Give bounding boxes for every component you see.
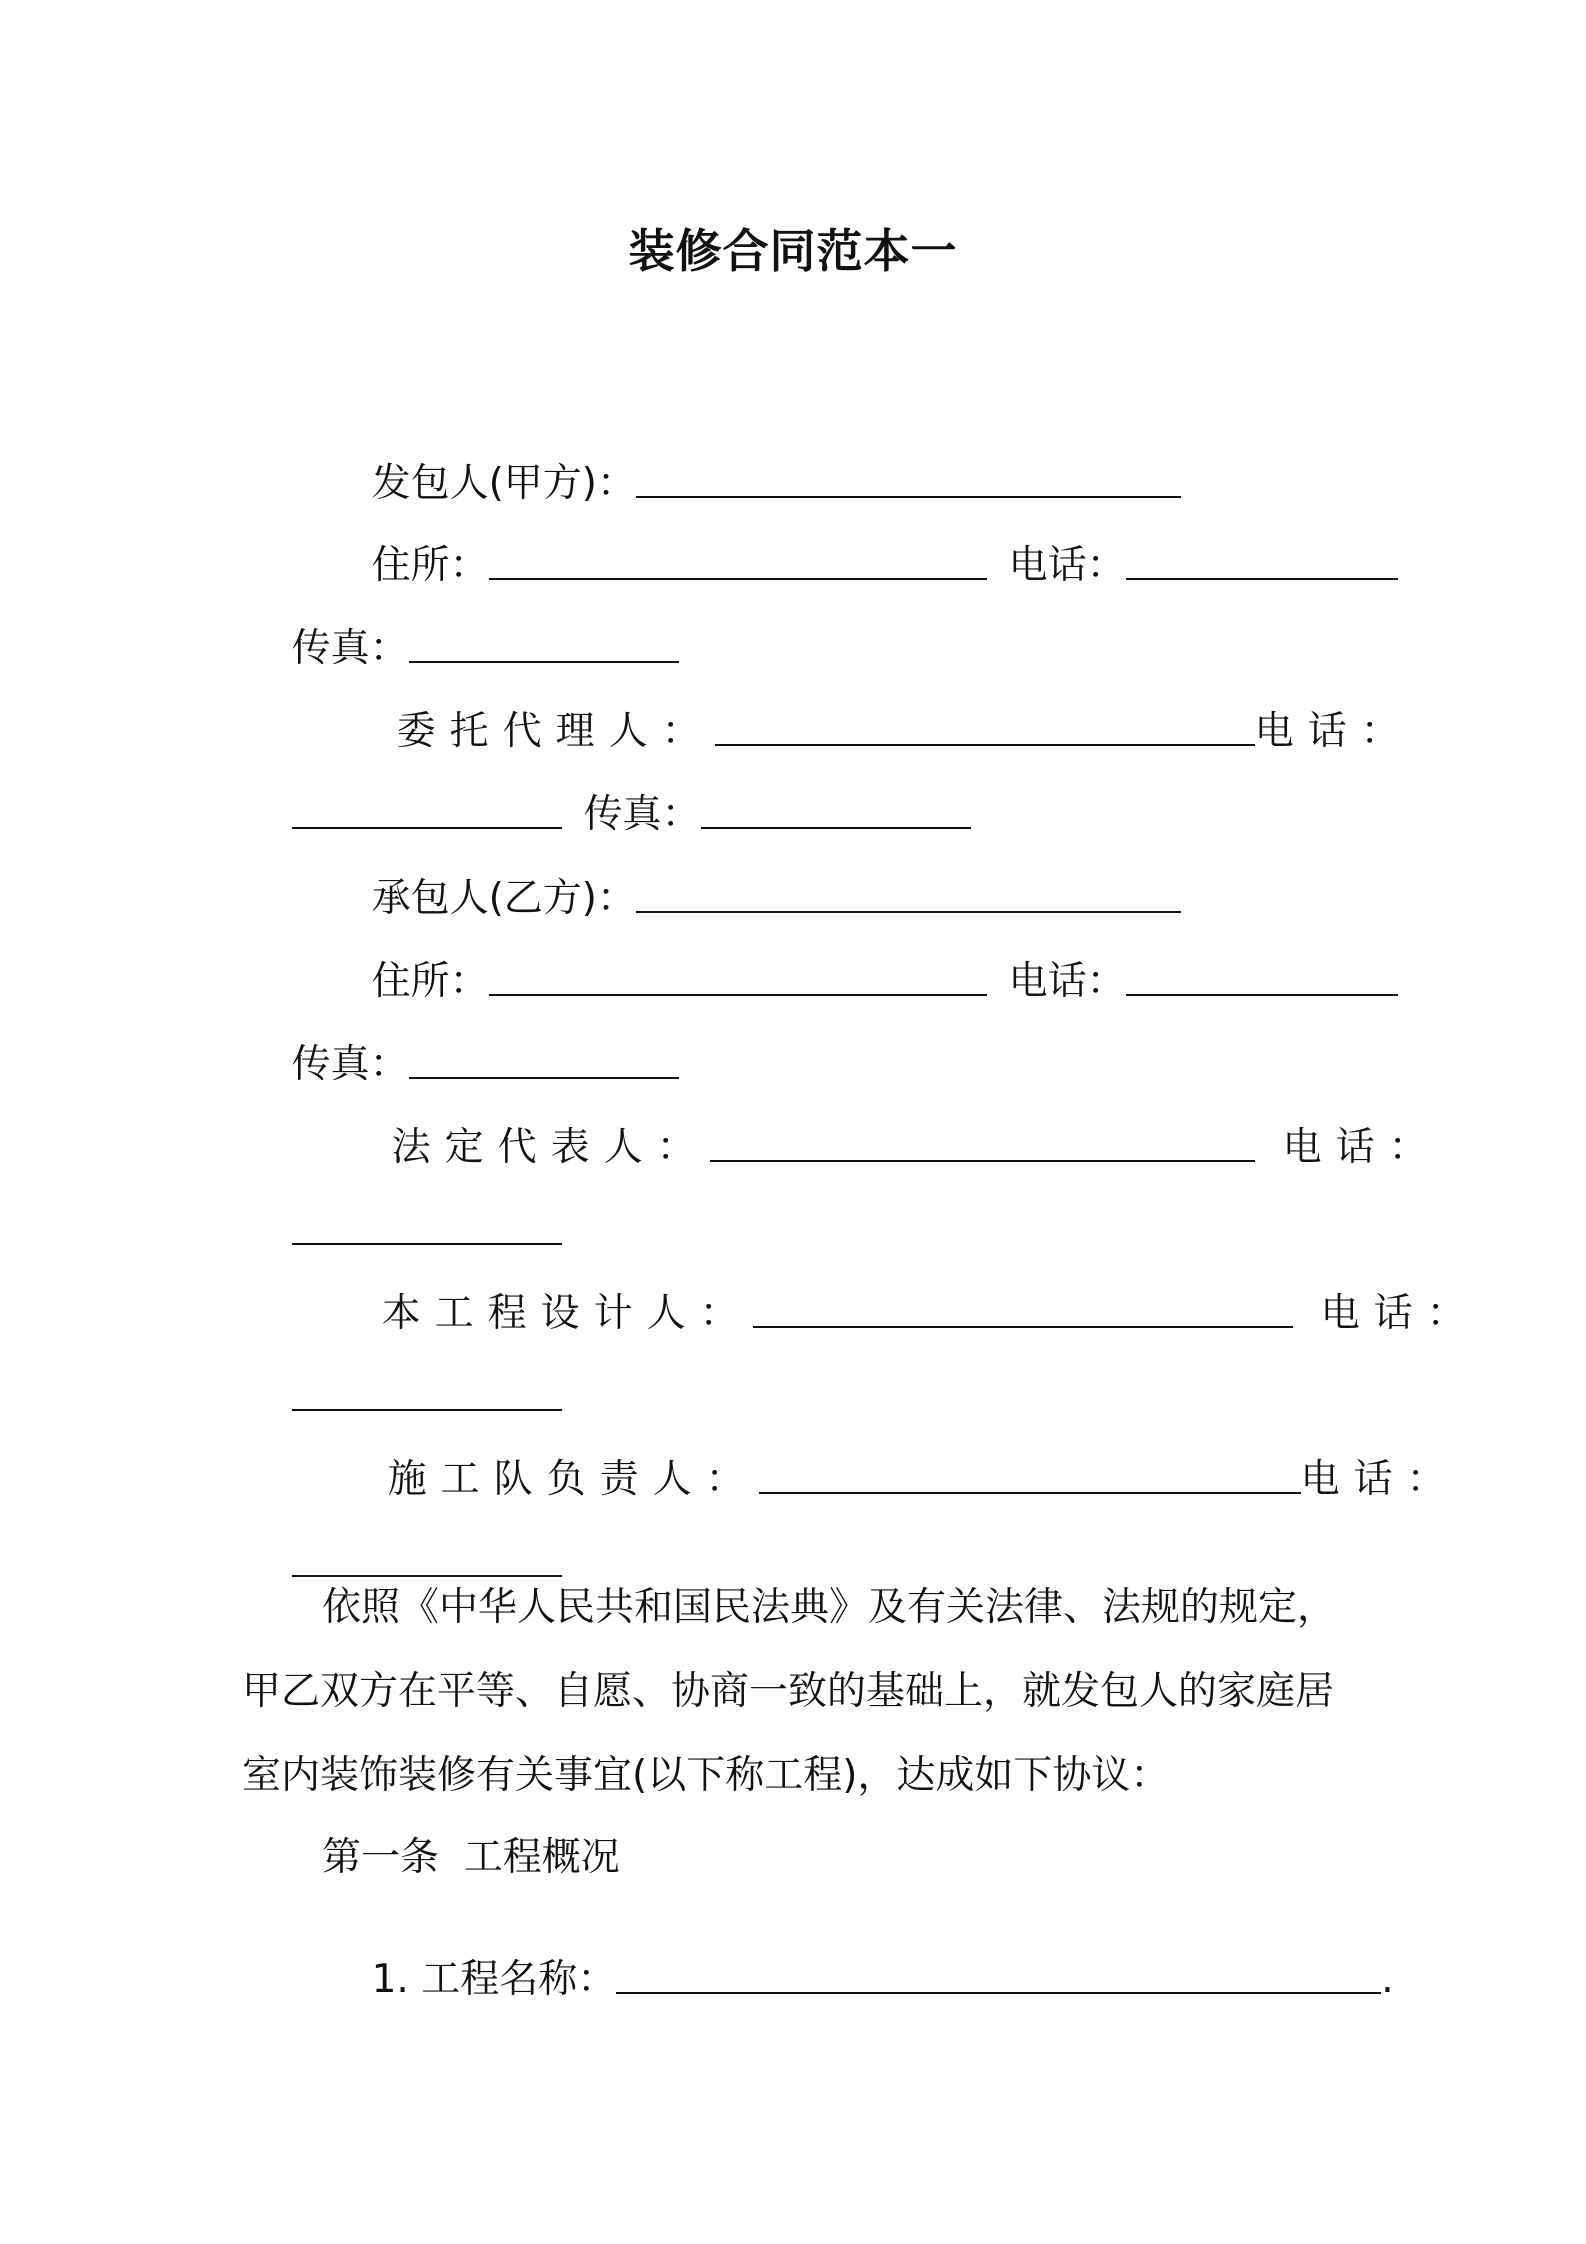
party-b-legal-rep-phone-blank[interactable] bbox=[292, 1242, 562, 1245]
party-a-address-blank[interactable] bbox=[489, 577, 987, 580]
project-name-blank[interactable] bbox=[616, 1991, 1381, 1994]
project-name-end: . bbox=[1381, 1957, 1394, 2002]
party-a-agent-fax-label: 传真： bbox=[583, 792, 701, 837]
party-b-address-label: 住所： bbox=[371, 959, 489, 1004]
preamble-paragraph: 依照《中华人民共和国民法典》及有关法律、法规的规定，甲乙双方在平等、自愿、协商一致的基础上，就发包人的家庭居室内装饰装修有关事宜(以下称工程)，达成如下协议： bbox=[242, 1585, 1337, 1798]
document-title: 装修合同范本一 bbox=[628, 224, 958, 278]
party-a-address-label: 住所： bbox=[371, 543, 489, 588]
team-lead-blank[interactable] bbox=[759, 1491, 1301, 1494]
party-a-blank[interactable] bbox=[636, 495, 1181, 498]
article-1-item-1-line bbox=[322, 1921, 1394, 2038]
designer-label: 本工程设计人： bbox=[381, 1291, 753, 1336]
article-1-heading: 第一条 工程概况 bbox=[322, 1835, 620, 1880]
party-a-agent-blank[interactable] bbox=[715, 743, 1255, 746]
party-b-legal-rep-blank[interactable] bbox=[710, 1159, 1255, 1162]
project-name-label: 1. 工程名称： bbox=[371, 1957, 617, 2002]
party-a-agent-fax-blank[interactable] bbox=[701, 826, 971, 829]
party-b-fax-blank[interactable] bbox=[409, 1076, 679, 1079]
party-b-legal-rep-label: 法定代表人： bbox=[391, 1125, 710, 1170]
designer-blank[interactable] bbox=[753, 1325, 1293, 1328]
party-b-label: 承包人(乙方)： bbox=[371, 876, 637, 921]
party-a-agent-phone-label: 电话： bbox=[1254, 709, 1414, 754]
party-b-address-blank[interactable] bbox=[489, 993, 987, 996]
designer-phone-blank[interactable] bbox=[292, 1408, 562, 1411]
party-a-agent-label: 委托代理人： bbox=[396, 709, 715, 754]
party-b-fax-label: 传真： bbox=[291, 1042, 409, 1087]
party-b-phone-blank[interactable] bbox=[1126, 993, 1398, 996]
party-a-label: 发包人(甲方)： bbox=[371, 461, 637, 506]
party-a-fax-blank[interactable] bbox=[409, 660, 679, 663]
team-lead-phone-label: 电话： bbox=[1300, 1457, 1460, 1502]
party-b-phone-label: 电话： bbox=[1008, 959, 1126, 1004]
party-a-agent-phone-blank[interactable] bbox=[292, 826, 562, 829]
party-a-phone-blank[interactable] bbox=[1126, 577, 1398, 580]
team-lead-label: 施工队负责人： bbox=[387, 1457, 759, 1502]
designer-phone-label: 电话： bbox=[1320, 1291, 1480, 1336]
party-b-legal-rep-phone-label: 电话： bbox=[1282, 1125, 1442, 1170]
party-b-blank[interactable] bbox=[636, 910, 1181, 913]
party-a-phone-label: 电话： bbox=[1008, 543, 1126, 588]
party-a-fax-label: 传真： bbox=[291, 626, 409, 671]
